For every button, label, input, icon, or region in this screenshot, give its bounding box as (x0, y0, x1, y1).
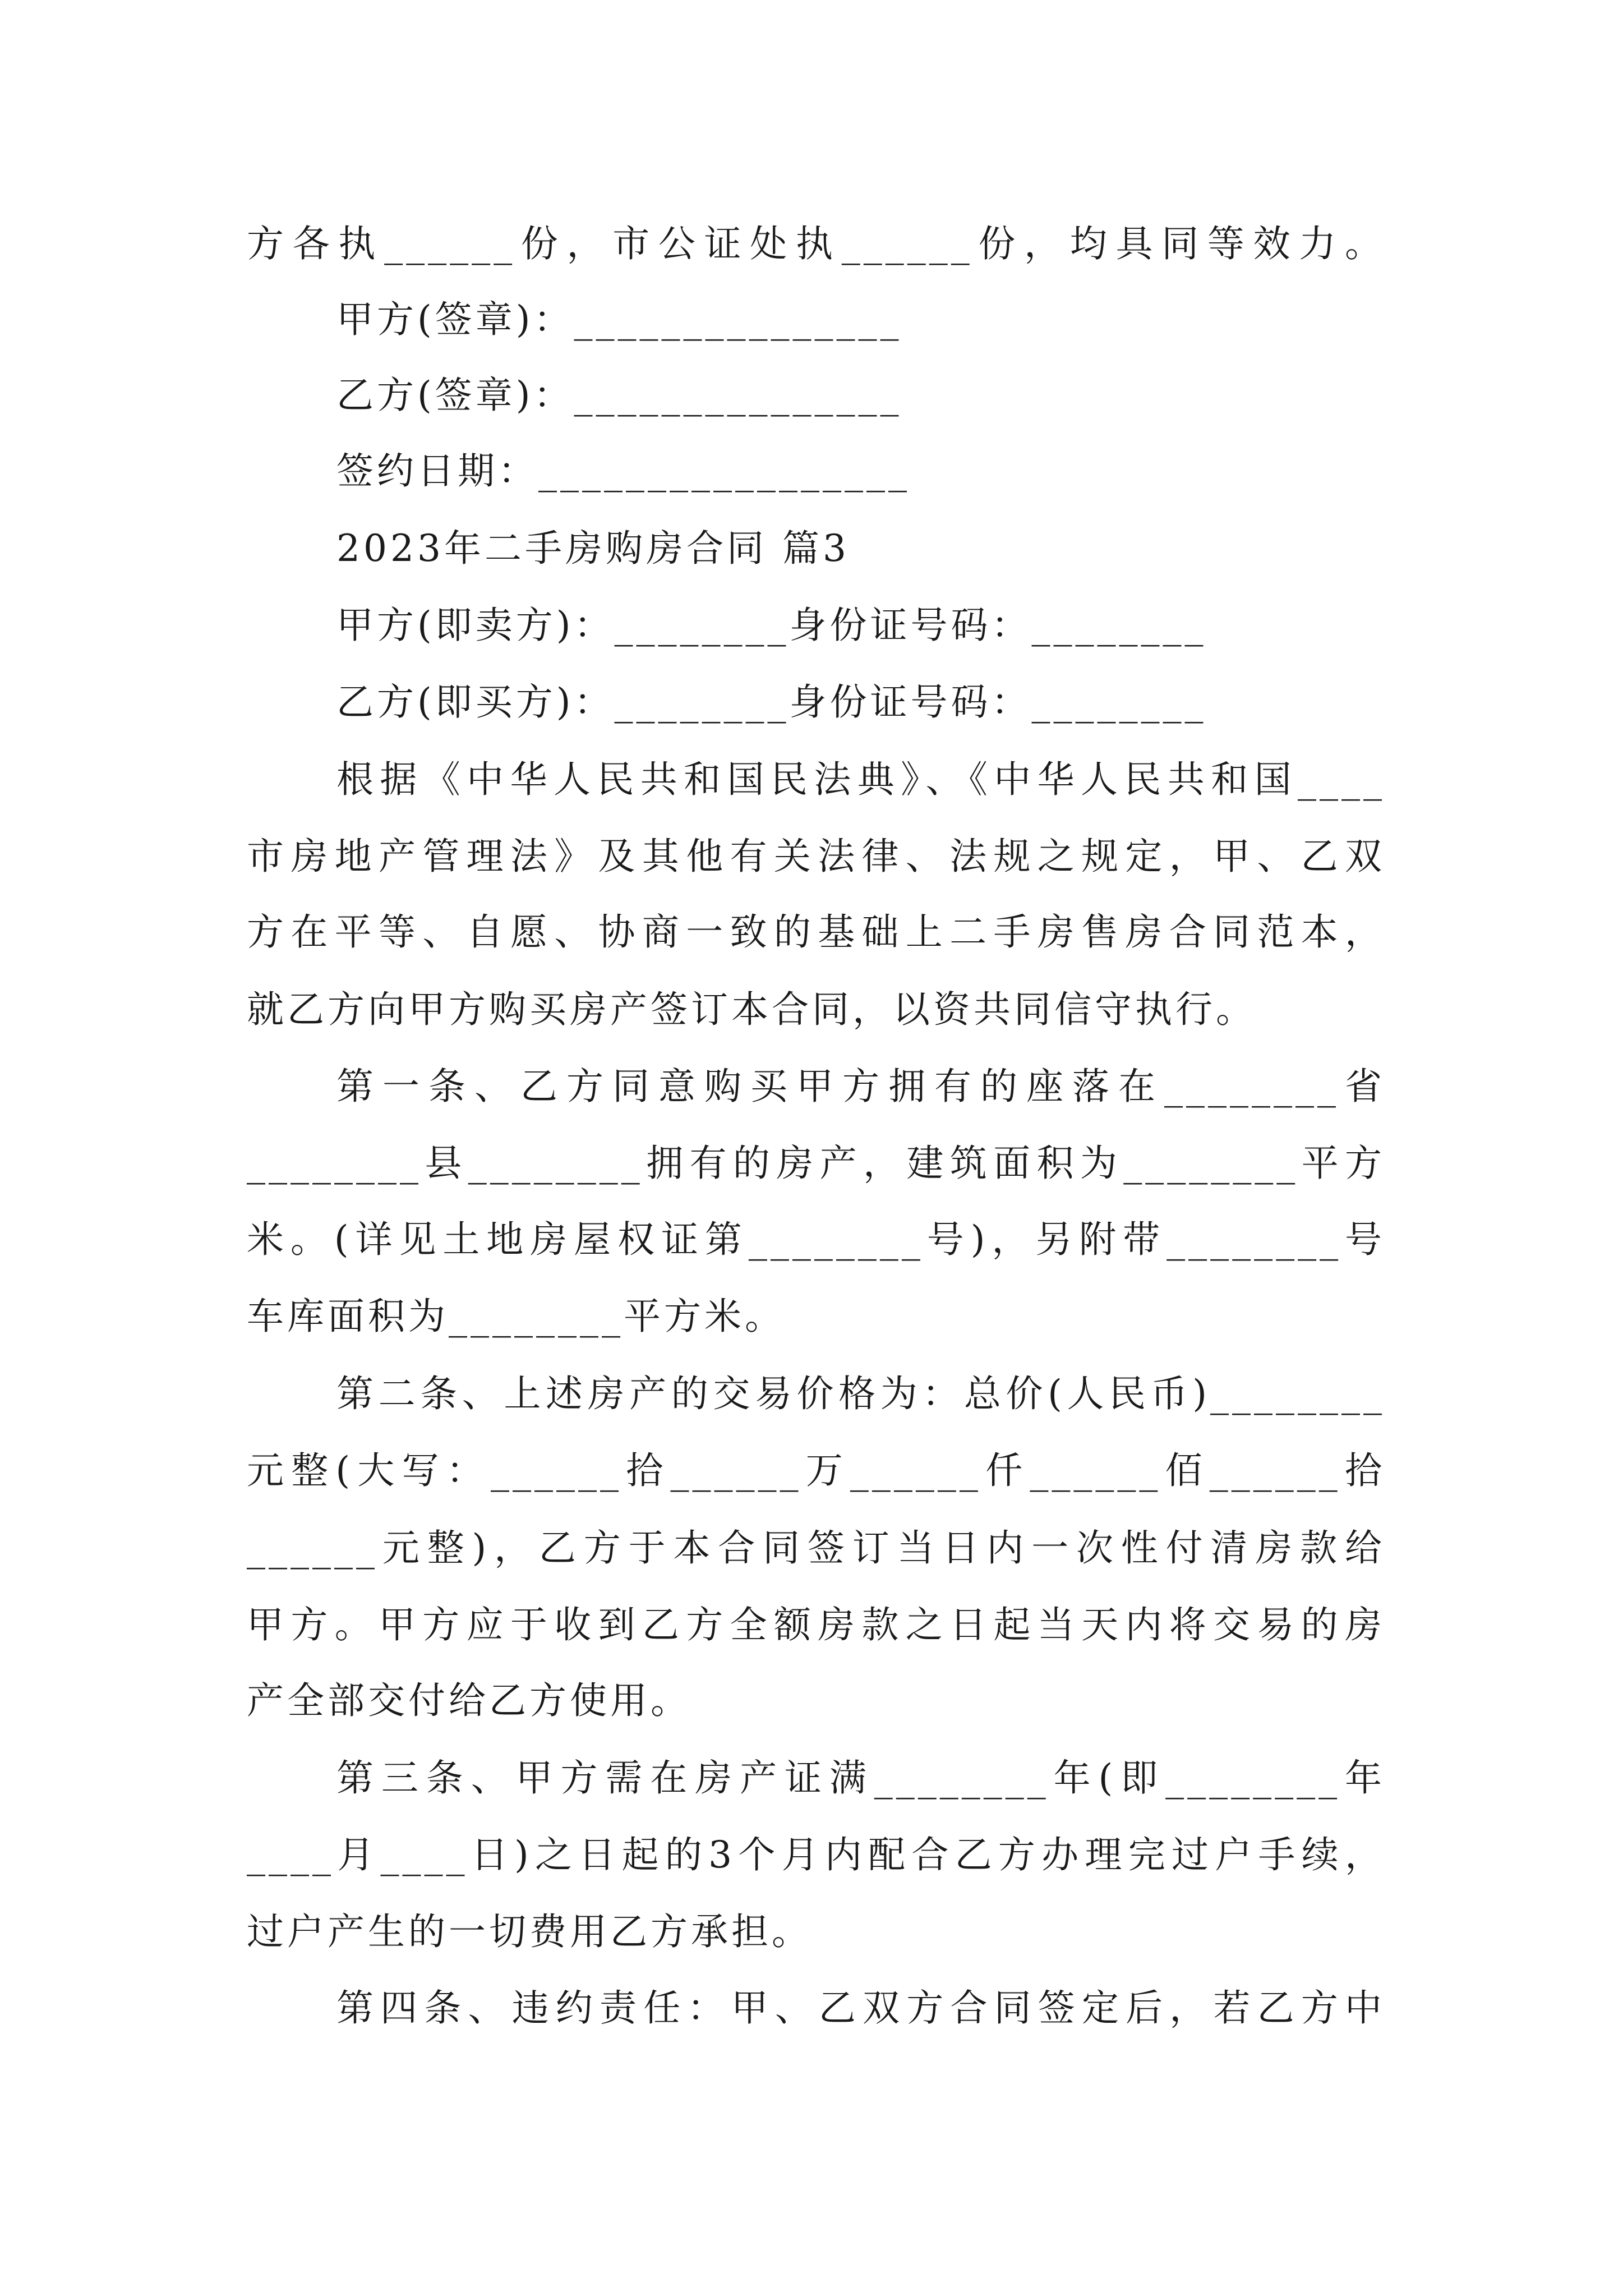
text-line: 甲方。甲方应于收到乙方全额房款之日起当天内将交易的房 (247, 1603, 1385, 1646)
text-line: ______元整)，乙方于本合同签订当日内一次性付清房款给 (247, 1526, 1385, 1570)
article-1-line: 第一条、乙方同意购买甲方拥有的座落在________省 (336, 1065, 1385, 1108)
seller-info-line: 甲方(即卖方)：________身份证号码：________ (336, 604, 1207, 647)
text-line: 元整(大写：______拾______万______仟______佰______拾 (247, 1449, 1385, 1492)
article-3-line: 第三条、甲方需在房产证满________年(即________年 (336, 1756, 1385, 1800)
party-b-signature-line: 乙方(签章)：_______________ (336, 374, 902, 417)
text-line: 就乙方向甲方购买房产签订本合同，以资共同信守执行。 (247, 988, 1256, 1031)
text-line: 根据《中华人民共和国民法典》、《中华人民共和国____ (336, 758, 1385, 801)
section-title: 2023年二手房购房合同 篇3 (336, 527, 850, 570)
text-line: 方在平等、自愿、协商一致的基础上二手房售房合同范本， (247, 910, 1385, 954)
text-line: 产全部交付给乙方使用。 (247, 1679, 691, 1722)
party-a-signature-line: 甲方(签章)：_______________ (336, 298, 902, 341)
text-line: 过户产生的一切费用乙方承担。 (247, 1910, 812, 1953)
text-line: 方各执______份，市公证处执______份，均具同等效力。 (247, 222, 1385, 265)
text-line: ________县________拥有的房产，建筑面积为________平方 (247, 1142, 1385, 1185)
article-2-line: 第二条、上述房产的交易价格为：总价(人民币)________ (336, 1372, 1385, 1415)
text-line: 米。(详见土地房屋权证第________号)，另附带________号 (247, 1218, 1385, 1261)
signing-date-line: 签约日期：_________________ (336, 449, 910, 493)
text-line: 车库面积为________平方米。 (247, 1295, 785, 1338)
buyer-info-line: 乙方(即买方)：________身份证号码：________ (336, 680, 1207, 724)
article-4-line: 第四条、违约责任：甲、乙双方合同签定后，若乙方中 (336, 1986, 1385, 2030)
text-line: 市房地产管理法》及其他有关法律、法规之规定，甲、乙双 (247, 835, 1385, 878)
text-line: ____月____日)之日起的3个月内配合乙方办理完过户手续， (247, 1833, 1385, 1876)
